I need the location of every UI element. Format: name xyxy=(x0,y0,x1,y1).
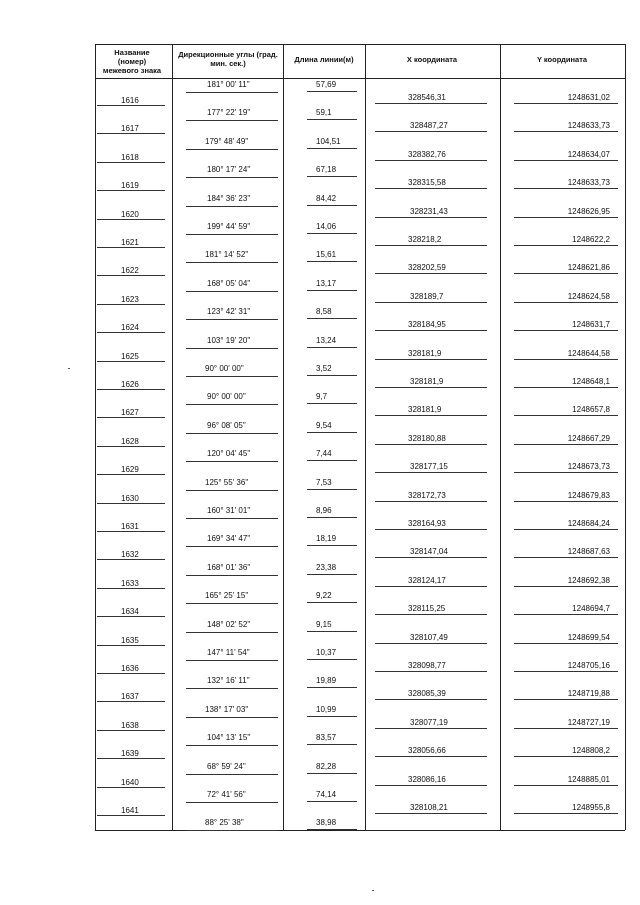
row-separator xyxy=(97,616,165,617)
x-coordinate: 328177,15 xyxy=(410,462,448,472)
direction-angle: 160° 31' 01" xyxy=(207,506,251,515)
row-separator xyxy=(514,188,618,189)
segment-separator xyxy=(307,574,357,575)
row-separator xyxy=(514,728,618,729)
row-separator xyxy=(97,417,165,418)
direction-angle: 168° 05' 04" xyxy=(207,278,251,288)
line-length: 8,96 xyxy=(316,506,332,515)
segment-separator xyxy=(307,432,357,433)
point-number: 1625 xyxy=(121,351,139,361)
direction-angle: 104° 13' 15" xyxy=(207,733,251,743)
direction-angle: 147° 11' 54" xyxy=(207,648,250,657)
line-length: 14,06 xyxy=(316,222,337,231)
direction-angle: 199° 44' 59" xyxy=(207,222,251,231)
y-coordinate: 1248679,83 xyxy=(567,490,610,500)
row-separator xyxy=(97,730,165,731)
row-separator xyxy=(514,359,618,360)
segment-separator xyxy=(186,177,278,178)
segment-separator xyxy=(186,262,278,263)
point-number: 1637 xyxy=(121,692,139,702)
x-coordinate: 328546,31 xyxy=(408,93,446,102)
row-separator xyxy=(97,531,165,532)
line-length: 82,28 xyxy=(316,761,337,771)
y-coordinate: 1248684,24 xyxy=(567,519,610,528)
segment-separator xyxy=(186,206,278,207)
segment-separator xyxy=(307,602,357,603)
line-length: 23,38 xyxy=(316,562,337,572)
row-separator xyxy=(97,446,165,447)
row-separator xyxy=(97,758,165,759)
segment-separator xyxy=(307,545,357,546)
x-coordinate: 328181,9 xyxy=(408,348,442,358)
x-coordinate: 328164,93 xyxy=(408,519,446,528)
row-separator xyxy=(514,699,618,700)
table-vertical-border xyxy=(283,44,284,830)
y-coordinate: 1248622,2 xyxy=(572,235,610,244)
line-length: 7,44 xyxy=(316,449,332,459)
point-number: 1631 xyxy=(121,522,139,531)
table-bottom-border xyxy=(95,830,625,831)
point-number: 1626 xyxy=(121,380,139,389)
direction-angle: 103° 19' 20" xyxy=(207,335,251,345)
segment-separator xyxy=(186,546,278,547)
row-separator xyxy=(375,330,487,331)
segment-separator xyxy=(186,149,278,150)
direction-angle: 177° 22' 19" xyxy=(207,108,251,118)
direction-angle: 88° 25' 38" xyxy=(205,818,244,828)
row-separator xyxy=(97,389,165,390)
segment-separator xyxy=(307,205,357,206)
direction-angle: 125° 55' 36" xyxy=(205,477,249,487)
y-coordinate: 1248885,01 xyxy=(567,774,610,784)
scan-speck xyxy=(68,368,70,369)
x-coordinate: 328202,59 xyxy=(408,263,446,273)
segment-separator xyxy=(307,403,357,404)
row-separator xyxy=(375,756,487,757)
segment-separator xyxy=(186,745,278,746)
line-length: 84,42 xyxy=(316,193,337,203)
segment-separator xyxy=(186,461,278,462)
x-coordinate: 328124,17 xyxy=(408,575,446,585)
segment-separator xyxy=(186,603,278,604)
row-separator xyxy=(97,105,165,106)
row-separator xyxy=(97,190,165,191)
row-separator xyxy=(514,273,618,274)
x-coordinate: 328218,2 xyxy=(408,235,442,244)
line-length: 59,1 xyxy=(316,108,332,118)
row-separator xyxy=(514,614,618,615)
row-separator xyxy=(97,275,165,276)
row-separator xyxy=(375,103,487,104)
x-coordinate: 328315,58 xyxy=(408,178,446,188)
y-coordinate: 1248705,16 xyxy=(567,661,610,670)
row-separator xyxy=(375,415,487,416)
y-coordinate: 1248631,02 xyxy=(567,93,610,102)
direction-angle: 72° 41' 56" xyxy=(207,790,246,799)
line-length: 10,99 xyxy=(316,704,337,714)
segment-separator xyxy=(186,319,278,320)
x-coordinate: 328085,39 xyxy=(408,689,446,699)
row-separator xyxy=(375,728,487,729)
direction-angle: 168° 01' 36" xyxy=(207,562,251,572)
x-coordinate: 328147,04 xyxy=(410,547,448,557)
point-number: 1627 xyxy=(121,408,139,418)
x-coordinate: 328086,16 xyxy=(408,774,446,784)
table-header-bottom-border xyxy=(95,78,625,79)
row-separator xyxy=(375,671,487,672)
row-separator xyxy=(97,361,165,362)
point-number: 1640 xyxy=(121,777,139,787)
direction-angle: 120° 04' 45" xyxy=(207,449,251,459)
segment-separator xyxy=(186,92,278,93)
row-separator xyxy=(375,501,487,502)
segment-separator xyxy=(307,829,357,830)
line-length: 9,7 xyxy=(316,392,328,402)
segment-separator xyxy=(307,318,357,319)
segment-separator xyxy=(307,91,357,92)
line-length: 9,22 xyxy=(316,591,332,601)
point-number: 1621 xyxy=(121,238,139,247)
row-separator xyxy=(514,387,618,388)
row-separator xyxy=(97,588,165,589)
segment-separator xyxy=(307,517,357,518)
row-separator xyxy=(375,188,487,189)
point-number: 1634 xyxy=(121,607,139,617)
segment-separator xyxy=(307,460,357,461)
row-separator xyxy=(97,787,165,788)
table-vertical-border xyxy=(95,44,96,830)
row-separator xyxy=(514,813,618,814)
line-length: 83,57 xyxy=(316,733,337,743)
x-coordinate: 328107,49 xyxy=(410,632,448,642)
row-separator xyxy=(514,103,618,104)
row-separator xyxy=(514,785,618,786)
y-coordinate: 1248648,1 xyxy=(572,377,610,386)
line-length: 67,18 xyxy=(316,165,337,175)
line-length: 3,52 xyxy=(316,364,332,373)
point-number: 1620 xyxy=(121,209,139,219)
segment-separator xyxy=(307,261,357,262)
direction-angle: 181° 14' 52" xyxy=(205,250,249,260)
point-number: 1624 xyxy=(121,323,139,333)
x-coordinate: 328180,88 xyxy=(408,433,446,443)
x-coordinate: 328189,7 xyxy=(410,291,444,301)
row-separator xyxy=(375,813,487,814)
row-separator xyxy=(514,472,618,473)
direction-angle: 180° 17' 24" xyxy=(207,165,251,175)
direction-angle: 90° 00' 00" xyxy=(207,392,246,402)
row-separator xyxy=(97,332,165,333)
row-separator xyxy=(514,586,618,587)
segment-separator xyxy=(307,375,357,376)
row-separator xyxy=(375,614,487,615)
row-separator xyxy=(97,673,165,674)
row-separator xyxy=(97,645,165,646)
x-coordinate: 328077,19 xyxy=(410,717,448,727)
segment-separator xyxy=(186,490,278,491)
segment-separator xyxy=(186,660,278,661)
row-separator xyxy=(97,701,165,702)
line-length: 9,54 xyxy=(316,420,332,430)
segment-separator xyxy=(186,717,278,718)
point-number: 1623 xyxy=(121,294,139,304)
direction-angle: 169° 34' 47" xyxy=(207,534,251,544)
direction-angle: 181° 00' 11" xyxy=(207,80,250,89)
row-separator xyxy=(514,217,618,218)
row-separator xyxy=(375,131,487,132)
segment-separator xyxy=(186,120,278,121)
y-coordinate: 1248673,73 xyxy=(567,462,610,472)
row-separator xyxy=(514,756,618,757)
line-length: 13,24 xyxy=(316,335,337,345)
y-coordinate: 1248633,73 xyxy=(567,121,610,131)
y-coordinate: 1248634,07 xyxy=(567,149,610,159)
point-number: 1616 xyxy=(121,96,139,105)
row-separator xyxy=(97,304,165,305)
segment-separator xyxy=(307,119,357,120)
row-separator xyxy=(514,160,618,161)
point-number: 1635 xyxy=(121,635,139,645)
row-separator xyxy=(514,643,618,644)
line-length: 9,15 xyxy=(316,619,332,629)
row-separator xyxy=(97,474,165,475)
point-number: 1639 xyxy=(121,749,139,759)
line-length: 13,17 xyxy=(316,278,337,288)
point-number: 1629 xyxy=(121,465,139,475)
row-separator xyxy=(97,133,165,134)
x-coordinate: 328487,27 xyxy=(410,121,448,131)
table-header-top-border xyxy=(95,44,625,45)
point-number: 1630 xyxy=(121,493,139,503)
header-angles: Дирекционные углы (град. мин. сек.) xyxy=(178,50,278,68)
row-separator xyxy=(375,699,487,700)
direction-angle: 90° 00' 00" xyxy=(205,364,244,373)
point-number: 1633 xyxy=(121,578,139,588)
x-coordinate: 328382,76 xyxy=(408,149,446,159)
segment-separator xyxy=(186,376,278,377)
line-length: 15,61 xyxy=(316,250,337,260)
y-coordinate: 1248631,7 xyxy=(572,320,610,330)
line-length: 18,19 xyxy=(316,534,337,544)
segment-separator xyxy=(186,291,278,292)
row-separator xyxy=(375,160,487,161)
segment-separator xyxy=(186,234,278,235)
y-coordinate: 1248694,7 xyxy=(572,604,610,614)
row-separator xyxy=(514,330,618,331)
x-coordinate: 328098,77 xyxy=(408,661,446,670)
direction-angle: 184° 36' 23" xyxy=(207,193,251,203)
row-separator xyxy=(514,415,618,416)
row-separator xyxy=(97,219,165,220)
direction-angle: 123° 42' 31" xyxy=(207,307,251,317)
line-length: 10,37 xyxy=(316,648,337,657)
x-coordinate: 328231,43 xyxy=(410,206,448,216)
row-separator xyxy=(97,815,165,816)
direction-angle: 148° 02' 52" xyxy=(207,619,251,629)
table-vertical-border xyxy=(172,44,173,830)
row-separator xyxy=(375,387,487,388)
segment-separator xyxy=(307,290,357,291)
segment-separator xyxy=(307,631,357,632)
segment-separator xyxy=(307,659,357,660)
segment-separator xyxy=(307,801,357,802)
point-number: 1619 xyxy=(121,181,139,191)
row-separator xyxy=(97,503,165,504)
point-number: 1636 xyxy=(121,664,139,673)
point-number: 1622 xyxy=(121,266,139,276)
y-coordinate: 1248624,58 xyxy=(567,291,610,301)
line-length: 7,53 xyxy=(316,477,332,487)
y-coordinate: 1248644,58 xyxy=(567,348,610,358)
row-separator xyxy=(375,785,487,786)
table-vertical-border xyxy=(625,44,626,830)
row-separator xyxy=(514,557,618,558)
segment-separator xyxy=(186,433,278,434)
row-separator xyxy=(375,245,487,246)
line-length: 38,98 xyxy=(316,818,337,828)
x-coordinate: 328115,25 xyxy=(408,604,446,614)
row-separator xyxy=(514,302,618,303)
row-separator xyxy=(514,245,618,246)
point-number: 1641 xyxy=(121,806,139,815)
table-vertical-border xyxy=(365,44,366,830)
segment-separator xyxy=(307,176,357,177)
row-separator xyxy=(375,444,487,445)
row-separator xyxy=(514,501,618,502)
line-length: 8,58 xyxy=(316,307,332,317)
segment-separator xyxy=(307,148,357,149)
row-separator xyxy=(514,444,618,445)
x-coordinate: 328108,21 xyxy=(410,803,448,812)
direction-angle: 179° 48' 49" xyxy=(205,136,249,146)
table-vertical-border xyxy=(500,44,501,830)
row-separator xyxy=(97,162,165,163)
point-number: 1618 xyxy=(121,152,139,162)
segment-separator xyxy=(307,773,357,774)
header-x: X координата xyxy=(406,55,458,64)
y-coordinate: 1248667,29 xyxy=(567,433,610,443)
direction-angle: 138° 17' 03" xyxy=(205,704,249,714)
x-coordinate: 328056,66 xyxy=(408,746,446,756)
direction-angle: 165° 25' 15" xyxy=(205,591,249,601)
point-number: 1628 xyxy=(121,436,139,446)
direction-angle: 132° 16' 11" xyxy=(207,676,250,686)
segment-separator xyxy=(186,802,278,803)
y-coordinate: 1248657,8 xyxy=(572,405,610,415)
y-coordinate: 1248808,2 xyxy=(572,746,610,756)
segment-separator xyxy=(186,404,278,405)
y-coordinate: 1248687,63 xyxy=(567,547,610,557)
segment-separator xyxy=(186,688,278,689)
y-coordinate: 1248633,73 xyxy=(567,178,610,188)
header-name: Название (номер) межевого знака xyxy=(102,48,162,75)
segment-separator xyxy=(307,233,357,234)
segment-separator xyxy=(307,744,357,745)
point-number: 1617 xyxy=(121,124,139,134)
line-length: 19,89 xyxy=(316,676,337,686)
x-coordinate: 328181,9 xyxy=(408,405,442,415)
y-coordinate: 1248692,38 xyxy=(567,575,610,585)
x-coordinate: 328181,9 xyxy=(410,377,444,386)
segment-separator xyxy=(186,632,278,633)
y-coordinate: 1248719,88 xyxy=(567,689,610,699)
header-y: Y координата xyxy=(536,55,588,64)
header-length: Длина линии(м) xyxy=(294,55,354,64)
y-coordinate: 1248699,54 xyxy=(567,632,610,642)
y-coordinate: 1248621,86 xyxy=(567,263,610,273)
line-length: 57,69 xyxy=(316,80,337,89)
direction-angle: 96° 08' 05" xyxy=(207,420,246,430)
line-length: 74,14 xyxy=(316,790,337,799)
x-coordinate: 328184,95 xyxy=(408,320,446,330)
segment-separator xyxy=(307,489,357,490)
row-separator xyxy=(375,302,487,303)
scan-speck xyxy=(372,890,374,891)
row-separator xyxy=(375,643,487,644)
segment-separator xyxy=(186,518,278,519)
row-separator xyxy=(375,557,487,558)
segment-separator xyxy=(186,774,278,775)
row-separator xyxy=(514,529,618,530)
segment-separator xyxy=(186,830,278,831)
segment-separator xyxy=(307,687,357,688)
point-number: 1638 xyxy=(121,720,139,730)
y-coordinate: 1248955,8 xyxy=(572,803,610,812)
point-number: 1632 xyxy=(121,550,139,560)
y-coordinate: 1248727,19 xyxy=(567,717,610,727)
segment-separator xyxy=(307,347,357,348)
row-separator xyxy=(514,671,618,672)
row-separator xyxy=(375,529,487,530)
row-separator xyxy=(375,217,487,218)
row-separator xyxy=(375,359,487,360)
row-separator xyxy=(514,131,618,132)
segment-separator xyxy=(186,575,278,576)
row-separator xyxy=(375,472,487,473)
y-coordinate: 1248626,95 xyxy=(567,206,610,216)
row-separator xyxy=(375,586,487,587)
direction-angle: 68° 59' 24" xyxy=(207,761,246,771)
segment-separator xyxy=(186,348,278,349)
row-separator xyxy=(375,273,487,274)
segment-separator xyxy=(307,716,357,717)
row-separator xyxy=(97,247,165,248)
row-separator xyxy=(97,559,165,560)
line-length: 104,51 xyxy=(316,136,341,146)
x-coordinate: 328172,73 xyxy=(408,490,446,500)
